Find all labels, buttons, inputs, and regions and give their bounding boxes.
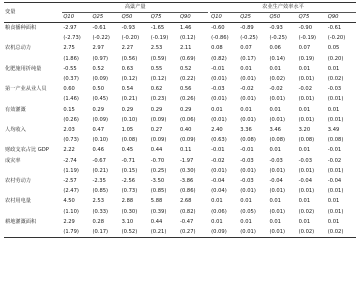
table-cell: (0.01) [269,188,286,195]
table-cell: -2.74 [63,157,77,164]
table-cell: 3.20 [298,127,311,134]
table-cell: (0.08) [327,137,344,144]
table-cell: 0.45 [121,147,134,154]
table-row [4,54,356,64]
variable-label: 农机总动力 [5,45,31,52]
variable-label [4,227,62,238]
variable-header: 变量 [4,3,62,23]
table-cell: (0.02) [327,76,344,83]
table-row [4,145,356,155]
table-cell: -3.50 [150,178,165,185]
table-cell: (0.01) [269,96,286,103]
table-cell: -0.01 [211,147,225,154]
table-cell: 0.29 [150,106,163,113]
variable-label [4,33,62,43]
variable-label [4,115,62,125]
variable-label [4,74,62,84]
table-cell: (0.06) [211,208,227,215]
table-row [4,125,356,135]
table-cell: 0.01 [327,218,340,225]
variable-label: 粮食播种面积 [5,25,37,31]
table-cell: 0.15 [63,106,75,113]
table-cell: 0.01 [269,106,281,113]
table-row [4,196,356,206]
table-row [4,227,356,238]
table-cell: (0.01) [298,96,315,103]
quantile-header: Q90 [327,13,356,23]
table-cell: -0.93 [269,25,283,31]
table-cell: (0.22) [179,76,196,83]
table-cell: (0.01) [239,227,268,238]
table-cell: (0.01) [211,167,227,174]
table-cell: 0.01 [269,65,281,72]
table-cell: (0.19) [298,55,315,62]
table-cell: 2.97 [92,45,105,52]
table-cell: 2.88 [121,198,134,205]
table-cell: (0.01) [298,116,315,123]
table-cell: 2.27 [121,45,134,52]
table-cell: -0.01 [327,147,342,154]
table-cell: -0.01 [211,65,225,72]
table-cell: -0.03 [240,157,254,164]
table-cell: (0.01) [327,96,344,103]
table-cell: (0.27) [179,227,208,238]
table-cell: (0.45) [92,96,109,103]
table-cell: (0.69) [179,55,196,62]
table-cell: (0.26) [179,96,196,103]
table-cell: -0.67 [92,157,106,164]
table-row [4,135,356,145]
table-cell: (0.17) [240,55,256,62]
table-cell: (0.14) [269,55,286,62]
table-cell: 0.11 [179,147,192,154]
table-cell: 0.08 [211,45,223,52]
table-cell: (0.08) [269,137,286,144]
variable-label: 化肥施用折纯量 [5,65,42,72]
table-cell: (-0.25) [240,35,258,42]
table-cell: (0.59) [150,55,167,62]
table-cell: (2.47) [63,188,79,195]
table-cell: 2.29 [63,218,75,225]
table-cell: -0.04 [269,178,283,185]
table-cell: (0.01) [240,76,256,83]
table-cell: 0.63 [121,65,134,72]
table-cell: (-0.19) [298,35,317,42]
table-row [4,94,356,104]
table-cell: (0.01) [268,227,297,238]
table-cell: 2.11 [179,45,192,52]
table-cell: -2.97 [63,25,77,31]
table-cell: -0.02 [298,86,313,93]
table-cell: (0.10) [92,137,109,144]
table-cell: -0.61 [92,25,106,31]
table-cell: 3.36 [240,127,252,134]
table-cell: (0.09) [92,76,109,83]
table-cell: (0.01) [211,96,227,103]
table-cell: (0.37) [63,76,79,83]
table-cell: (0.01) [298,188,315,195]
table-cell: 0.07 [298,45,311,52]
table-cell: -0.04 [327,178,342,185]
table-cell: 2.40 [211,127,223,134]
table-cell: -0.47 [179,218,194,225]
table-cell: 0.05 [327,45,340,52]
variable-label: 农村劳动力 [5,178,31,185]
table-cell: (0.30) [121,208,138,215]
table-cell: 0.60 [63,86,75,93]
table-cell: 0.01 [298,106,311,113]
table-cell: 0.01 [269,147,281,154]
variable-label: 耕地灌溉面积 [5,218,37,225]
quantile-header: Q50 [121,13,150,23]
table-cell: (0.15) [121,167,138,174]
table-cell: 0.01 [298,218,311,225]
table-cell: 0.56 [179,86,192,93]
table-cell: 0.46 [92,147,105,154]
variable-label: 有效灌溉 [5,106,26,113]
table-row [4,23,356,34]
table-cell: 0.01 [240,65,252,72]
table-cell: (1.46) [63,96,79,103]
table-cell: (0.06) [179,116,196,123]
table-cell: (0.02) [327,227,356,238]
table-cell: (0.01) [298,76,315,83]
table-cell: (0.21) [121,96,138,103]
table-cell: (0.26) [63,116,79,123]
table-cell: -1.65 [150,25,165,31]
table-cell: 2.53 [92,198,105,205]
table-cell: -0.55 [63,65,77,72]
table-cell: (0.63) [211,137,227,144]
table-cell: -2.57 [63,178,77,185]
table-cell: (0.05) [240,208,256,215]
variable-label: 人均收入 [5,127,26,134]
variable-label: 第一产业从业人员 [5,86,47,93]
table-cell: (0.01) [269,116,286,123]
table-cell: 2.53 [150,45,163,52]
header-row-groups [4,3,356,13]
table-cell: -0.03 [240,178,254,185]
table-cell: 0.01 [211,218,223,225]
table-row [4,115,356,125]
table-cell: (0.21) [92,167,109,174]
table-cell: (0.01) [240,188,256,195]
table-cell: -0.02 [211,157,225,164]
table-row [4,186,356,196]
table-cell: (0.01) [211,116,227,123]
table-cell: 0.62 [150,86,163,93]
table-row [4,105,356,115]
table-cell: (0.30) [179,167,196,174]
table-cell: -0.89 [240,25,254,31]
table-cell: -3.86 [179,178,194,185]
table-cell: (0.73) [121,188,138,195]
table-cell: 0.01 [269,198,281,205]
table-cell: (0.21) [150,227,179,238]
table-cell: (1.86) [63,55,79,62]
table-cell: 2.75 [63,45,75,52]
variable-label [4,135,62,145]
table-cell: (1.79) [62,227,91,238]
table-cell: 0.50 [92,86,105,93]
table-cell: (0.85) [150,188,167,195]
table-cell: (0.73) [63,137,79,144]
table-cell: (-0.20) [327,35,346,42]
table-cell: (-2.73) [63,35,81,42]
table-cell: 0.01 [327,198,340,205]
table-cell: (0.09) [150,116,167,123]
table-cell: 0.01 [298,65,311,72]
table-cell: 0.52 [179,65,192,72]
table-cell: (-0.25) [269,35,287,42]
table-cell: (0.08) [121,137,138,144]
table-cell: (0.01) [298,167,315,174]
table-cell: (0.01) [327,188,344,195]
table-cell: (0.01) [269,208,286,215]
table-cell: (0.09) [210,227,239,238]
variable-label [4,54,62,64]
table-cell: 0.07 [240,45,252,52]
table-cell: 0.01 [298,147,311,154]
table-cell: 0.29 [179,106,192,113]
table-cell: -0.01 [240,147,254,154]
table-cell: (-0.86) [211,35,229,42]
table-cell: 0.40 [179,127,192,134]
table-cell: 0.55 [150,65,163,72]
table-cell: (0.04) [211,188,227,195]
table-cell: (0.20) [327,55,344,62]
variable-label: 财政支农占比 GDP [5,147,49,154]
table-cell: -0.04 [211,178,225,185]
table-cell: -0.03 [298,157,313,164]
table-cell: (0.25) [150,167,167,174]
table-row [4,74,356,84]
quantile-regression-table [4,2,356,238]
table-cell: (0.10) [121,116,138,123]
group-header-sorghum-yield: 高粱产量 [62,3,208,13]
table-cell: (0.01) [240,96,256,103]
table-cell: -0.60 [211,25,225,31]
table-cell: 2.68 [179,198,192,205]
table-cell: -0.71 [121,157,136,164]
table-cell: (0.12) [150,76,167,83]
table-cell: (0.17) [91,227,120,238]
table-cell: -0.03 [211,86,225,93]
quantile-header: Q75 [298,13,327,23]
table-cell: -0.93 [121,25,136,31]
group-header-efficiency: 农业生产效率水平 [210,3,356,13]
quantile-header: Q10 [210,13,239,23]
table-cell: 0.01 [211,198,223,205]
table-cell: (0.23) [150,96,167,103]
table-cell: 0.01 [327,65,340,72]
table-row [4,217,356,227]
table-cell: 0.27 [150,127,163,134]
table-cell: (0.09) [150,137,167,144]
table-cell: 0.29 [121,106,134,113]
table-cell: -0.02 [327,157,342,164]
variable-label [4,186,62,196]
table-cell: (0.02) [298,227,327,238]
table-cell: (-0.22) [92,35,110,42]
table-cell: -0.70 [150,157,165,164]
table-cell: -0.02 [240,86,254,93]
variable-label [4,207,62,217]
table-cell: (0.56) [121,55,138,62]
table-cell: (0.12) [121,76,138,83]
table-cell: -0.03 [269,157,283,164]
table-cell: (0.82) [211,55,227,62]
table-cell: (0.01) [269,167,286,174]
table-cell: -1.97 [179,157,194,164]
table-cell: 5.88 [150,198,163,205]
table-cell: 0.44 [150,147,163,154]
table-cell: (0.01) [327,116,344,123]
table-cell: (0.52) [121,227,150,238]
table-cell: 0.01 [269,218,281,225]
table-cell: 0.29 [92,106,105,113]
table-cell: (0.08) [240,137,256,144]
quantile-header: Q25 [239,13,268,23]
table-cell: (0.01) [327,208,344,215]
table-cell: (0.33) [92,208,109,215]
table-cell: 0.01 [327,106,340,113]
table-cell: 2.22 [63,147,75,154]
table-row [4,176,356,186]
table-cell: 3.10 [121,218,134,225]
table-row [4,156,356,166]
table-cell: (0.08) [298,137,315,144]
quantile-header: Q25 [91,13,120,23]
table-cell: 3.49 [327,127,340,134]
table-cell: (0.12) [179,35,196,42]
table-cell: -0.61 [327,25,342,31]
table-cell: (0.39) [150,208,167,215]
table-cell: (0.97) [92,55,109,62]
table-row [4,84,356,94]
table-cell: 0.01 [298,198,311,205]
table-row [4,43,356,53]
table-cell: 0.01 [240,218,252,225]
table-cell: (0.86) [179,188,196,195]
table-cell: 2.03 [63,127,75,134]
table-cell: 0.28 [92,218,105,225]
variable-label [4,166,62,176]
table-cell: (0.01) [240,167,256,174]
table-cell: 4.50 [63,198,75,205]
table-cell: 0.01 [240,106,252,113]
table-cell: -0.03 [327,86,342,93]
quantile-header: Q90 [179,13,208,23]
table-cell: 0.54 [121,86,134,93]
table-cell: -2.35 [92,178,106,185]
table-cell: (-0.20) [121,35,140,42]
table-cell: (0.82) [179,208,196,215]
quantile-header: Q75 [150,13,179,23]
table-row [4,33,356,43]
table-cell: (0.02) [298,208,315,215]
variable-label [4,94,62,104]
table-cell: (0.09) [92,116,109,123]
table-row [4,64,356,74]
table-cell: -0.02 [269,86,283,93]
table-cell: (0.85) [92,188,109,195]
table-cell: 1.46 [179,25,192,31]
table-body [4,23,356,238]
table-cell: (0.02) [269,76,286,83]
table-cell: (0.01) [211,76,227,83]
table-cell: (-0.19) [150,35,169,42]
variable-label: 成灾率 [5,157,21,164]
table-row [4,166,356,176]
table-cell: -2.56 [121,178,136,185]
table-cell: -0.04 [298,178,313,185]
table-cell: 0.44 [150,218,163,225]
table-cell: (1.19) [63,167,79,174]
variable-label: 农村用电量 [5,198,31,205]
table-cell: (0.09) [179,137,196,144]
table-cell: 0.52 [92,65,105,72]
quantile-header: Q50 [268,13,297,23]
table-cell: 1.05 [121,127,134,134]
table-cell: 0.01 [240,198,252,205]
table-cell: (1.10) [63,208,79,215]
table-row [4,207,356,217]
table-cell: 0.47 [92,127,105,134]
table-cell: -0.90 [298,25,313,31]
table-cell: (0.01) [327,167,344,174]
table-cell: 0.06 [269,45,281,52]
table-cell: 3.46 [269,127,281,134]
table-cell: (0.01) [240,116,256,123]
quantile-header: Q10 [62,13,91,23]
table-cell: 0.01 [211,106,223,113]
